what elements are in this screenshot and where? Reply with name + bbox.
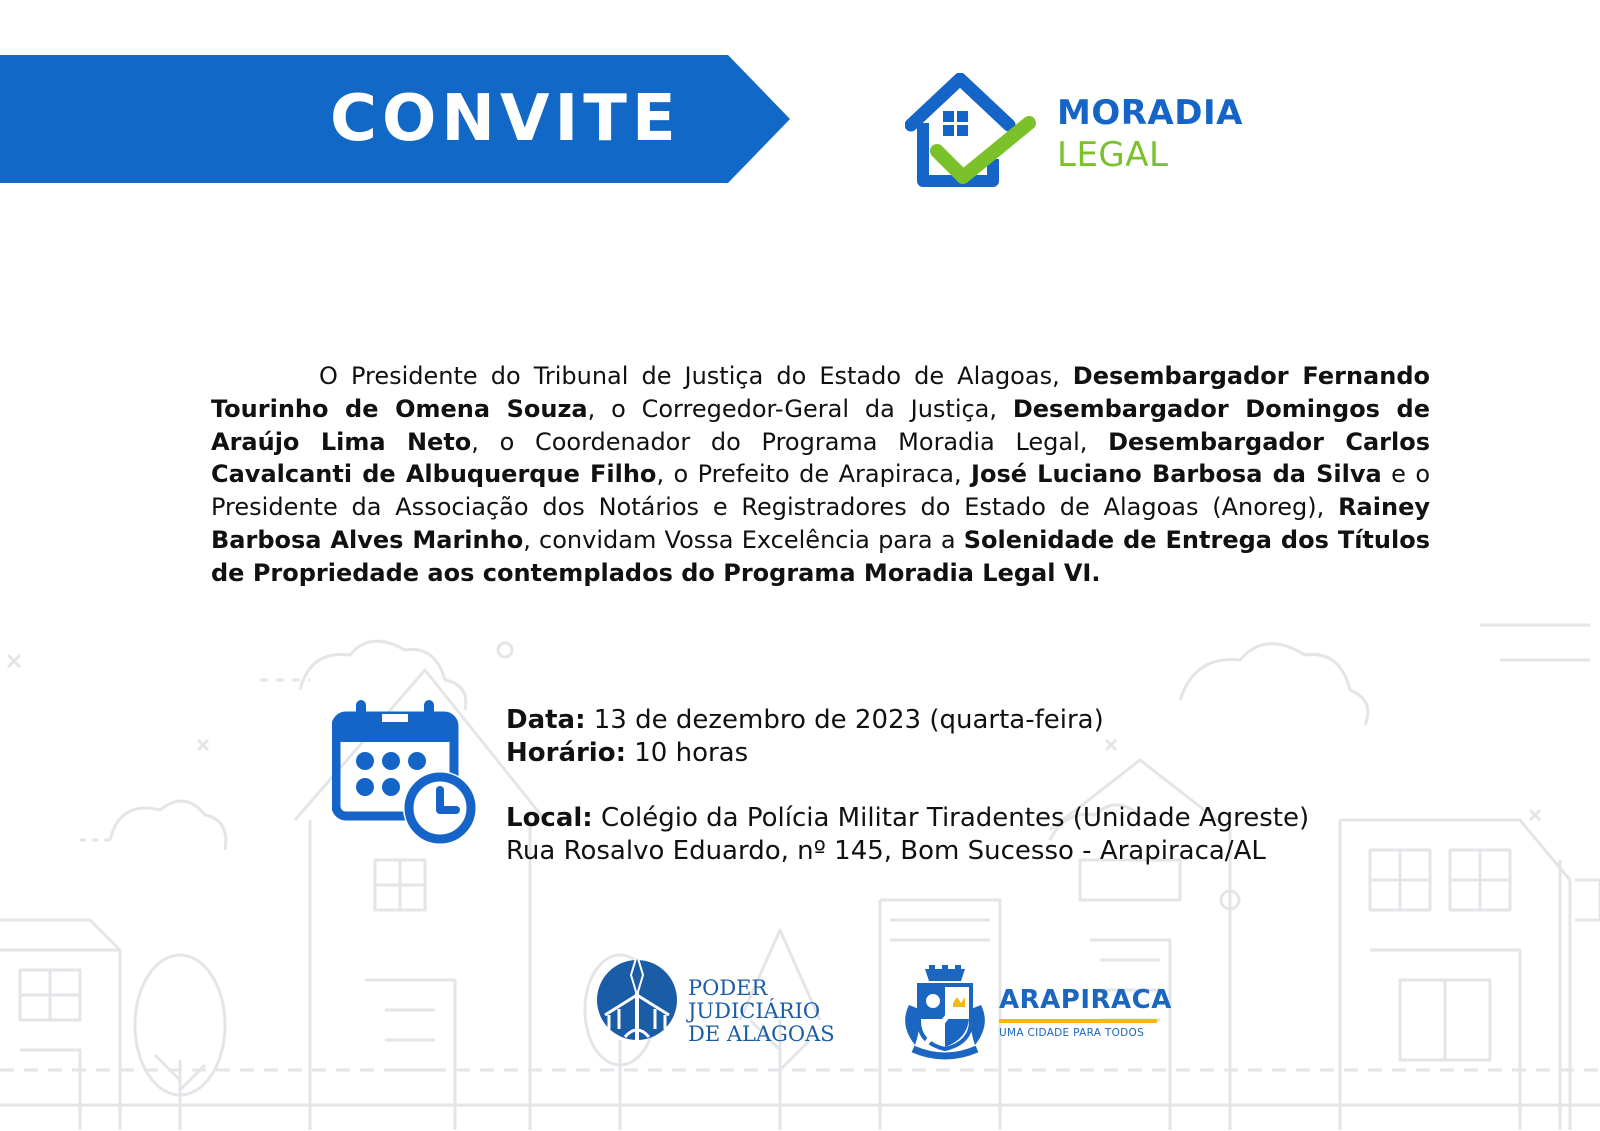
city-coat-of-arms-icon	[895, 965, 995, 1060]
judiciary-line2: JUDICIÁRIO	[688, 999, 821, 1023]
house-check-icon	[905, 73, 1055, 193]
moradia-legal-logo	[905, 73, 1265, 193]
event-details	[506, 704, 1426, 868]
judiciary-line3: DE ALAGOAS	[688, 1022, 835, 1046]
city-name: ARAPIRACA	[999, 985, 1172, 1015]
invitation-text-segment: , o Corregedor-Geral da Justiça,	[587, 394, 1013, 423]
judiciary-name	[688, 977, 835, 1046]
place-label: Local:	[506, 803, 593, 833]
invitation-highlight: Desembargador Carlos Cavalcanti de Albuquerque Filho	[211, 427, 1430, 489]
judiciary-line1: PODER	[688, 976, 768, 1000]
invitation-text-segment: e o Presidente da Associação dos Notários e Registradores do Estado de Alagoas (Anoreg),	[211, 460, 1430, 522]
moradia-logo-line1: MORADIA	[1057, 93, 1243, 133]
invitation-highlight: José Luciano Barbosa da Silva	[971, 460, 1382, 489]
invitation-highlight: Solenidade de Entrega dos Títulos de Propriedade aos contemplados do Programa Moradia Legal VI.	[211, 525, 1430, 587]
judiciary-emblem-icon	[595, 955, 685, 1050]
invitation-text-segment: , o Coordenador do Programa Moradia Legal,	[471, 427, 1109, 456]
calendar-clock-icon	[332, 700, 482, 850]
judiciary-logo	[595, 955, 855, 1050]
event-place-row	[506, 802, 1426, 835]
invitation-paragraph	[211, 360, 1430, 590]
place-value: Colégio da Polícia Militar Tiradentes (Unidade Agreste)	[592, 803, 1310, 833]
date-value: 13 de dezembro de 2023 (quarta-feira)	[585, 705, 1104, 735]
time-label: Horário:	[506, 738, 626, 768]
city-tagline: UMA CIDADE PARA TODOS	[999, 1027, 1145, 1039]
invitation-text-segment: , o Prefeito de Arapiraca,	[656, 460, 972, 489]
date-label: Data:	[506, 705, 586, 735]
invitation-highlight: Desembargador Fernando Tourinho de Omena Souza	[211, 362, 1430, 423]
event-time-row	[506, 737, 1426, 770]
invitation-text-segment: O Presidente do Tribunal de Justiça do Estado de Alagoas,	[319, 362, 1073, 390]
city-name-underline	[999, 1019, 1157, 1023]
header-banner	[0, 55, 790, 183]
event-date-row	[506, 704, 1426, 737]
invitation-highlight: Desembargador Domingos de Araújo Lima Neto	[211, 394, 1430, 456]
time-value: 10 horas	[625, 738, 749, 768]
arapiraca-logo	[895, 965, 1175, 1060]
moradia-logo-line2: LEGAL	[1057, 135, 1169, 175]
invitation-highlight: Rainey Barbosa Alves Marinho	[211, 493, 1430, 554]
event-address: Rua Rosalvo Eduardo, nº 145, Bom Sucesso - Arapiraca/AL	[506, 836, 1266, 866]
page-title: CONVITE	[330, 82, 681, 156]
invitation-text-segment: , convidam Vossa Excelência para a	[523, 525, 964, 554]
